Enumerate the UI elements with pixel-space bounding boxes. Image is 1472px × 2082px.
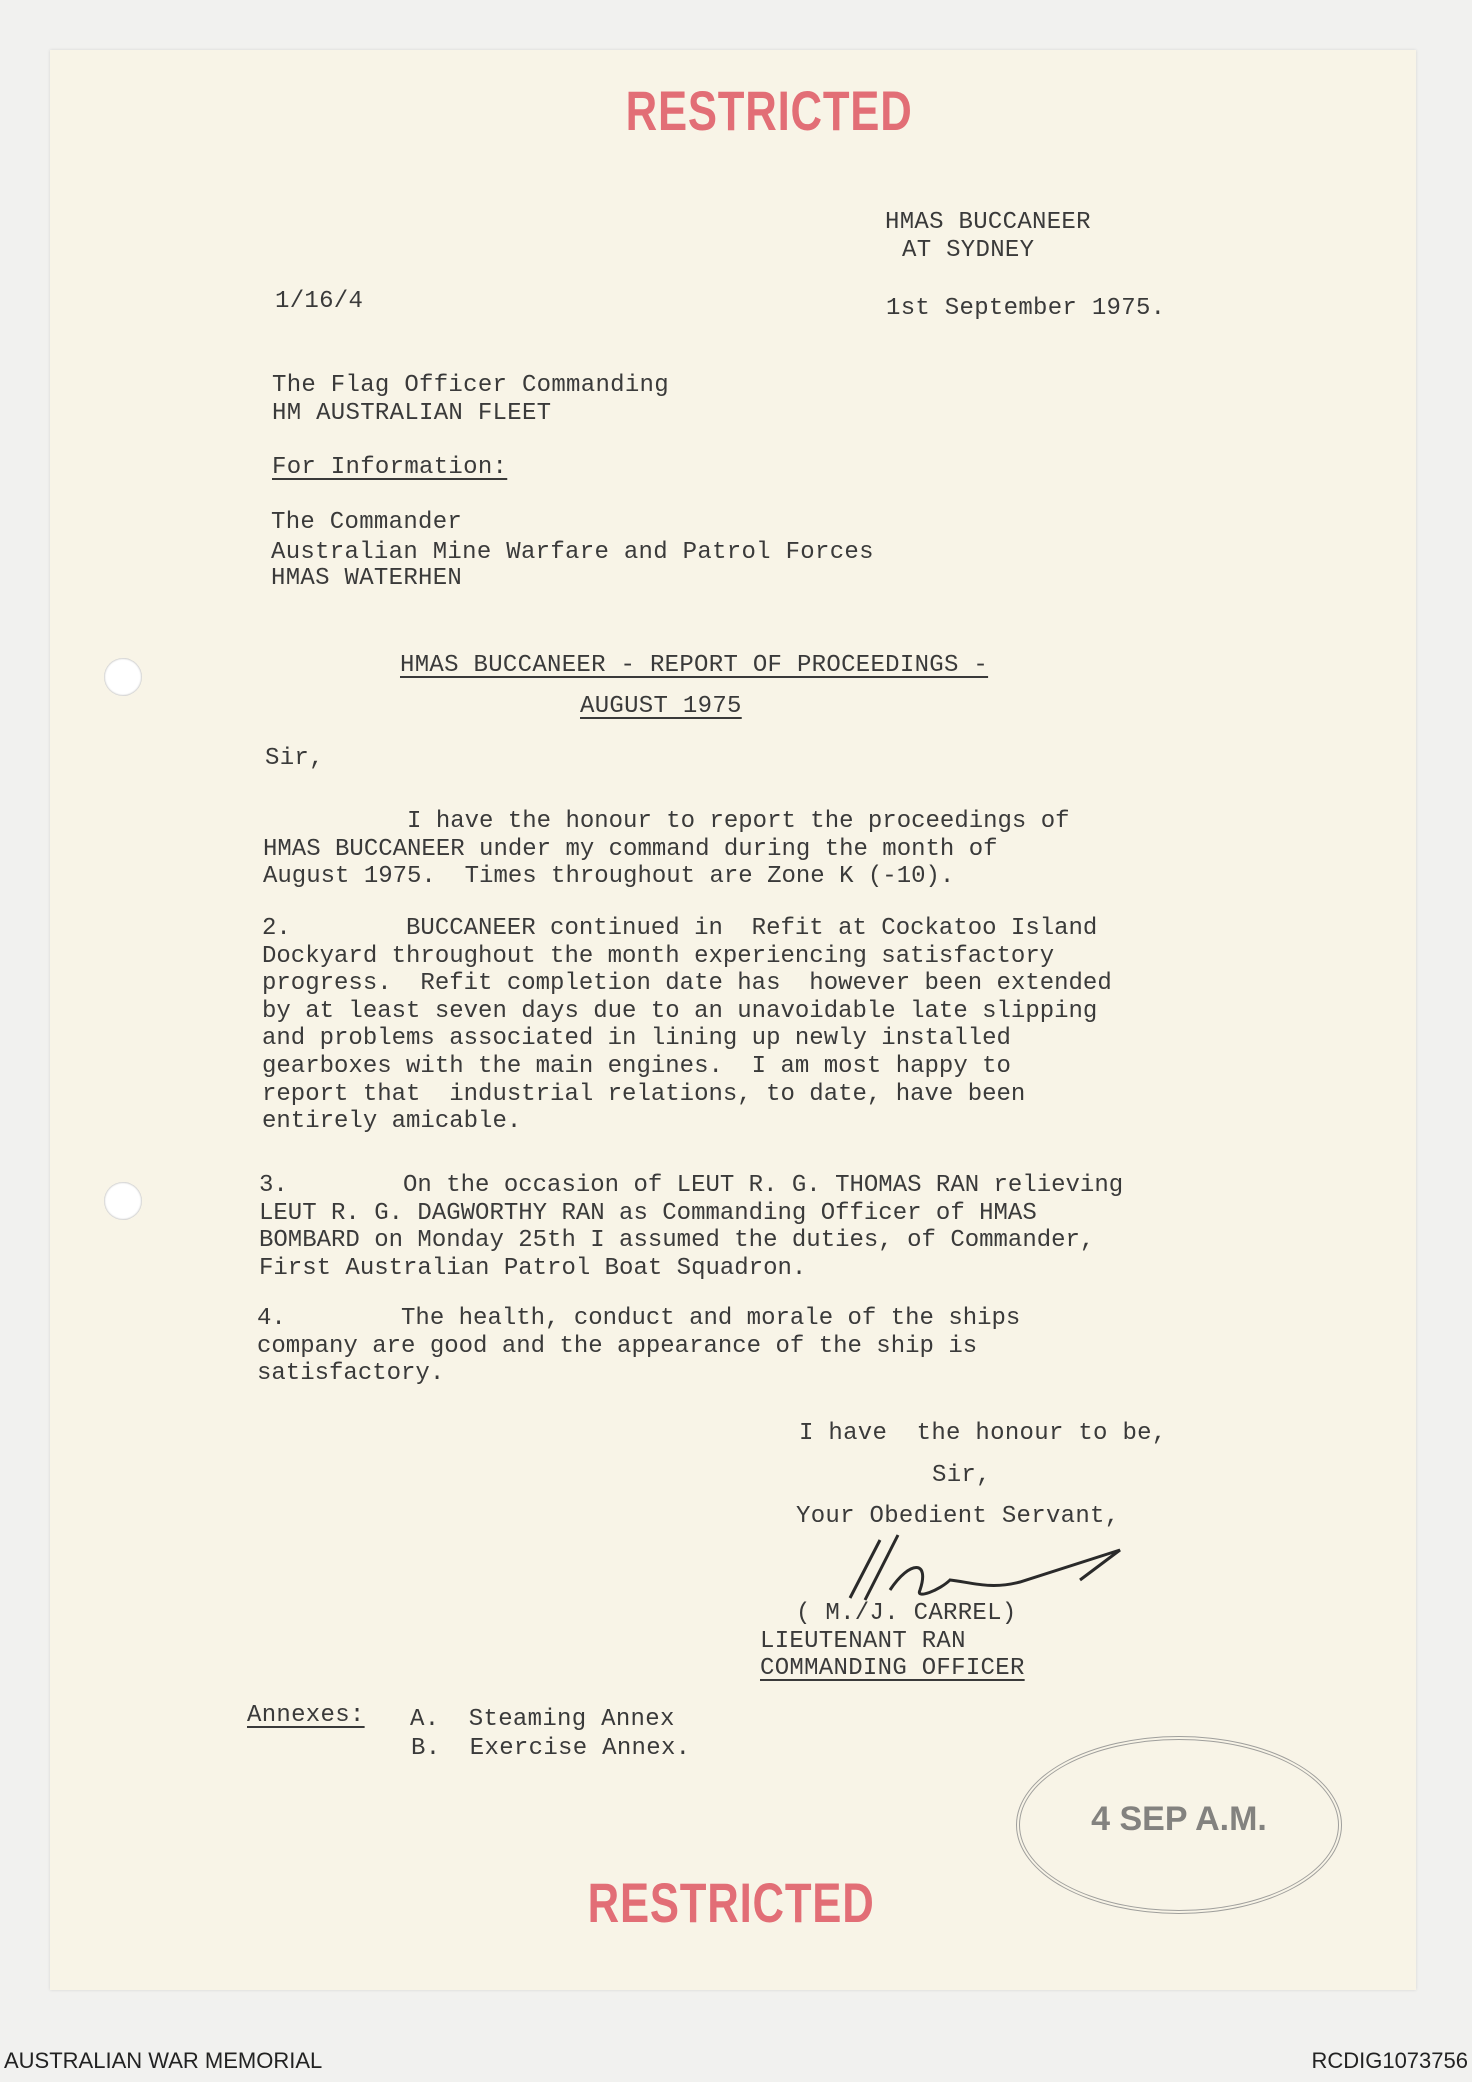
received-date-stamp [1016,1736,1342,1914]
paragraph-line: by at least seven days due to an unavoidable late slipping [262,997,1098,1025]
paragraph-line: Dockyard throughout the month experiencing satisfactory [262,942,1055,970]
signatory-rank: LIEUTENANT RAN [760,1628,966,1655]
archive-id: RCDIG1073756 [1311,2048,1468,2073]
paragraph-line: 2. BUCCANEER continued in Refit at Cockatoo Island [262,915,1098,942]
paragraph-line: 4. The health, conduct and morale of the ships [257,1305,1021,1332]
addressee-line: HM AUSTRALIAN FLEET [272,400,552,427]
paragraph-line: HMAS BUCCANEER under my command during the month of [263,835,998,863]
paragraph-line: LEUT R. G. DAGWORTHY RAN as Commanding Officer of HMAS [259,1199,1037,1227]
paragraph-line: 3. On the occasion of LEUT R. G. THOMAS RAN relieving [259,1172,1124,1199]
paragraph-line: First Australian Patrol Boat Squadron. [259,1254,807,1282]
archive-credit: AUSTRALIAN WAR MEMORIAL [4,2048,323,2073]
paragraph-3 [259,1172,1123,1282]
info-addressee-line: The Commander [271,509,463,536]
paragraph-4 [257,1305,1020,1388]
paragraph-line: progress. Refit completion date has however been extended [262,970,1112,998]
paragraph-2 [262,915,1112,1136]
annex-item: A. Steaming Annex [410,1706,675,1733]
paragraph-line: gearboxes with the main engines. I am most happy to [262,1052,1011,1080]
paragraph-line: company are good and the appearance of the ship is [257,1332,978,1360]
addressee-line: The Flag Officer Commanding [272,372,669,399]
paragraph-line: and problems associated in lining up newly installed [262,1025,1011,1053]
ship-location: AT SYDNEY [902,237,1035,264]
received-stamp-date: 4 SEP A.M. [1091,1800,1267,1838]
signatory-name: ( M./J. CARREL) [796,1600,1017,1627]
for-information-label: For Information: [272,454,508,481]
report-title: AUGUST 1975 [580,693,742,720]
paragraph-line: August 1975. Times throughout are Zone K (-10). [263,863,955,891]
closing-line: Your Obedient Servant, [796,1503,1120,1530]
classification-stamp-top: RESTRICTED [625,79,913,142]
signatory-position: COMMANDING OFFICER [760,1655,1025,1682]
punch-hole [104,658,142,696]
annex-item: B. Exercise Annex. [411,1735,691,1762]
closing-line: I have the honour to be, [799,1420,1167,1447]
salutation: Sir, [265,745,324,772]
annexes-label: Annexes: [247,1702,365,1729]
ship-name: HMAS BUCCANEER [885,209,1091,236]
report-title: HMAS BUCCANEER - REPORT OF PROCEEDINGS - [400,652,989,679]
closing-line: Sir, [932,1462,991,1489]
reference-number: 1/16/4 [275,288,364,315]
paragraph-line: BOMBARD on Monday 25th I assumed the duties, of Commander, [259,1227,1095,1255]
classification-stamp-bottom: RESTRICTED [587,1871,875,1934]
paragraph-1 [263,808,1070,891]
info-addressee-line: Australian Mine Warfare and Patrol Forces [271,539,874,566]
paragraph-line: entirely amicable. [262,1108,522,1136]
punch-hole [104,1182,142,1220]
letter-date: 1st September 1975. [886,295,1166,322]
paragraph-line: satisfactory. [257,1360,445,1388]
info-addressee-line: HMAS WATERHEN [271,565,463,592]
paragraph-line: report that industrial relations, to date, have been [262,1080,1026,1108]
paragraph-line: I have the honour to report the proceedings of [263,808,1070,835]
